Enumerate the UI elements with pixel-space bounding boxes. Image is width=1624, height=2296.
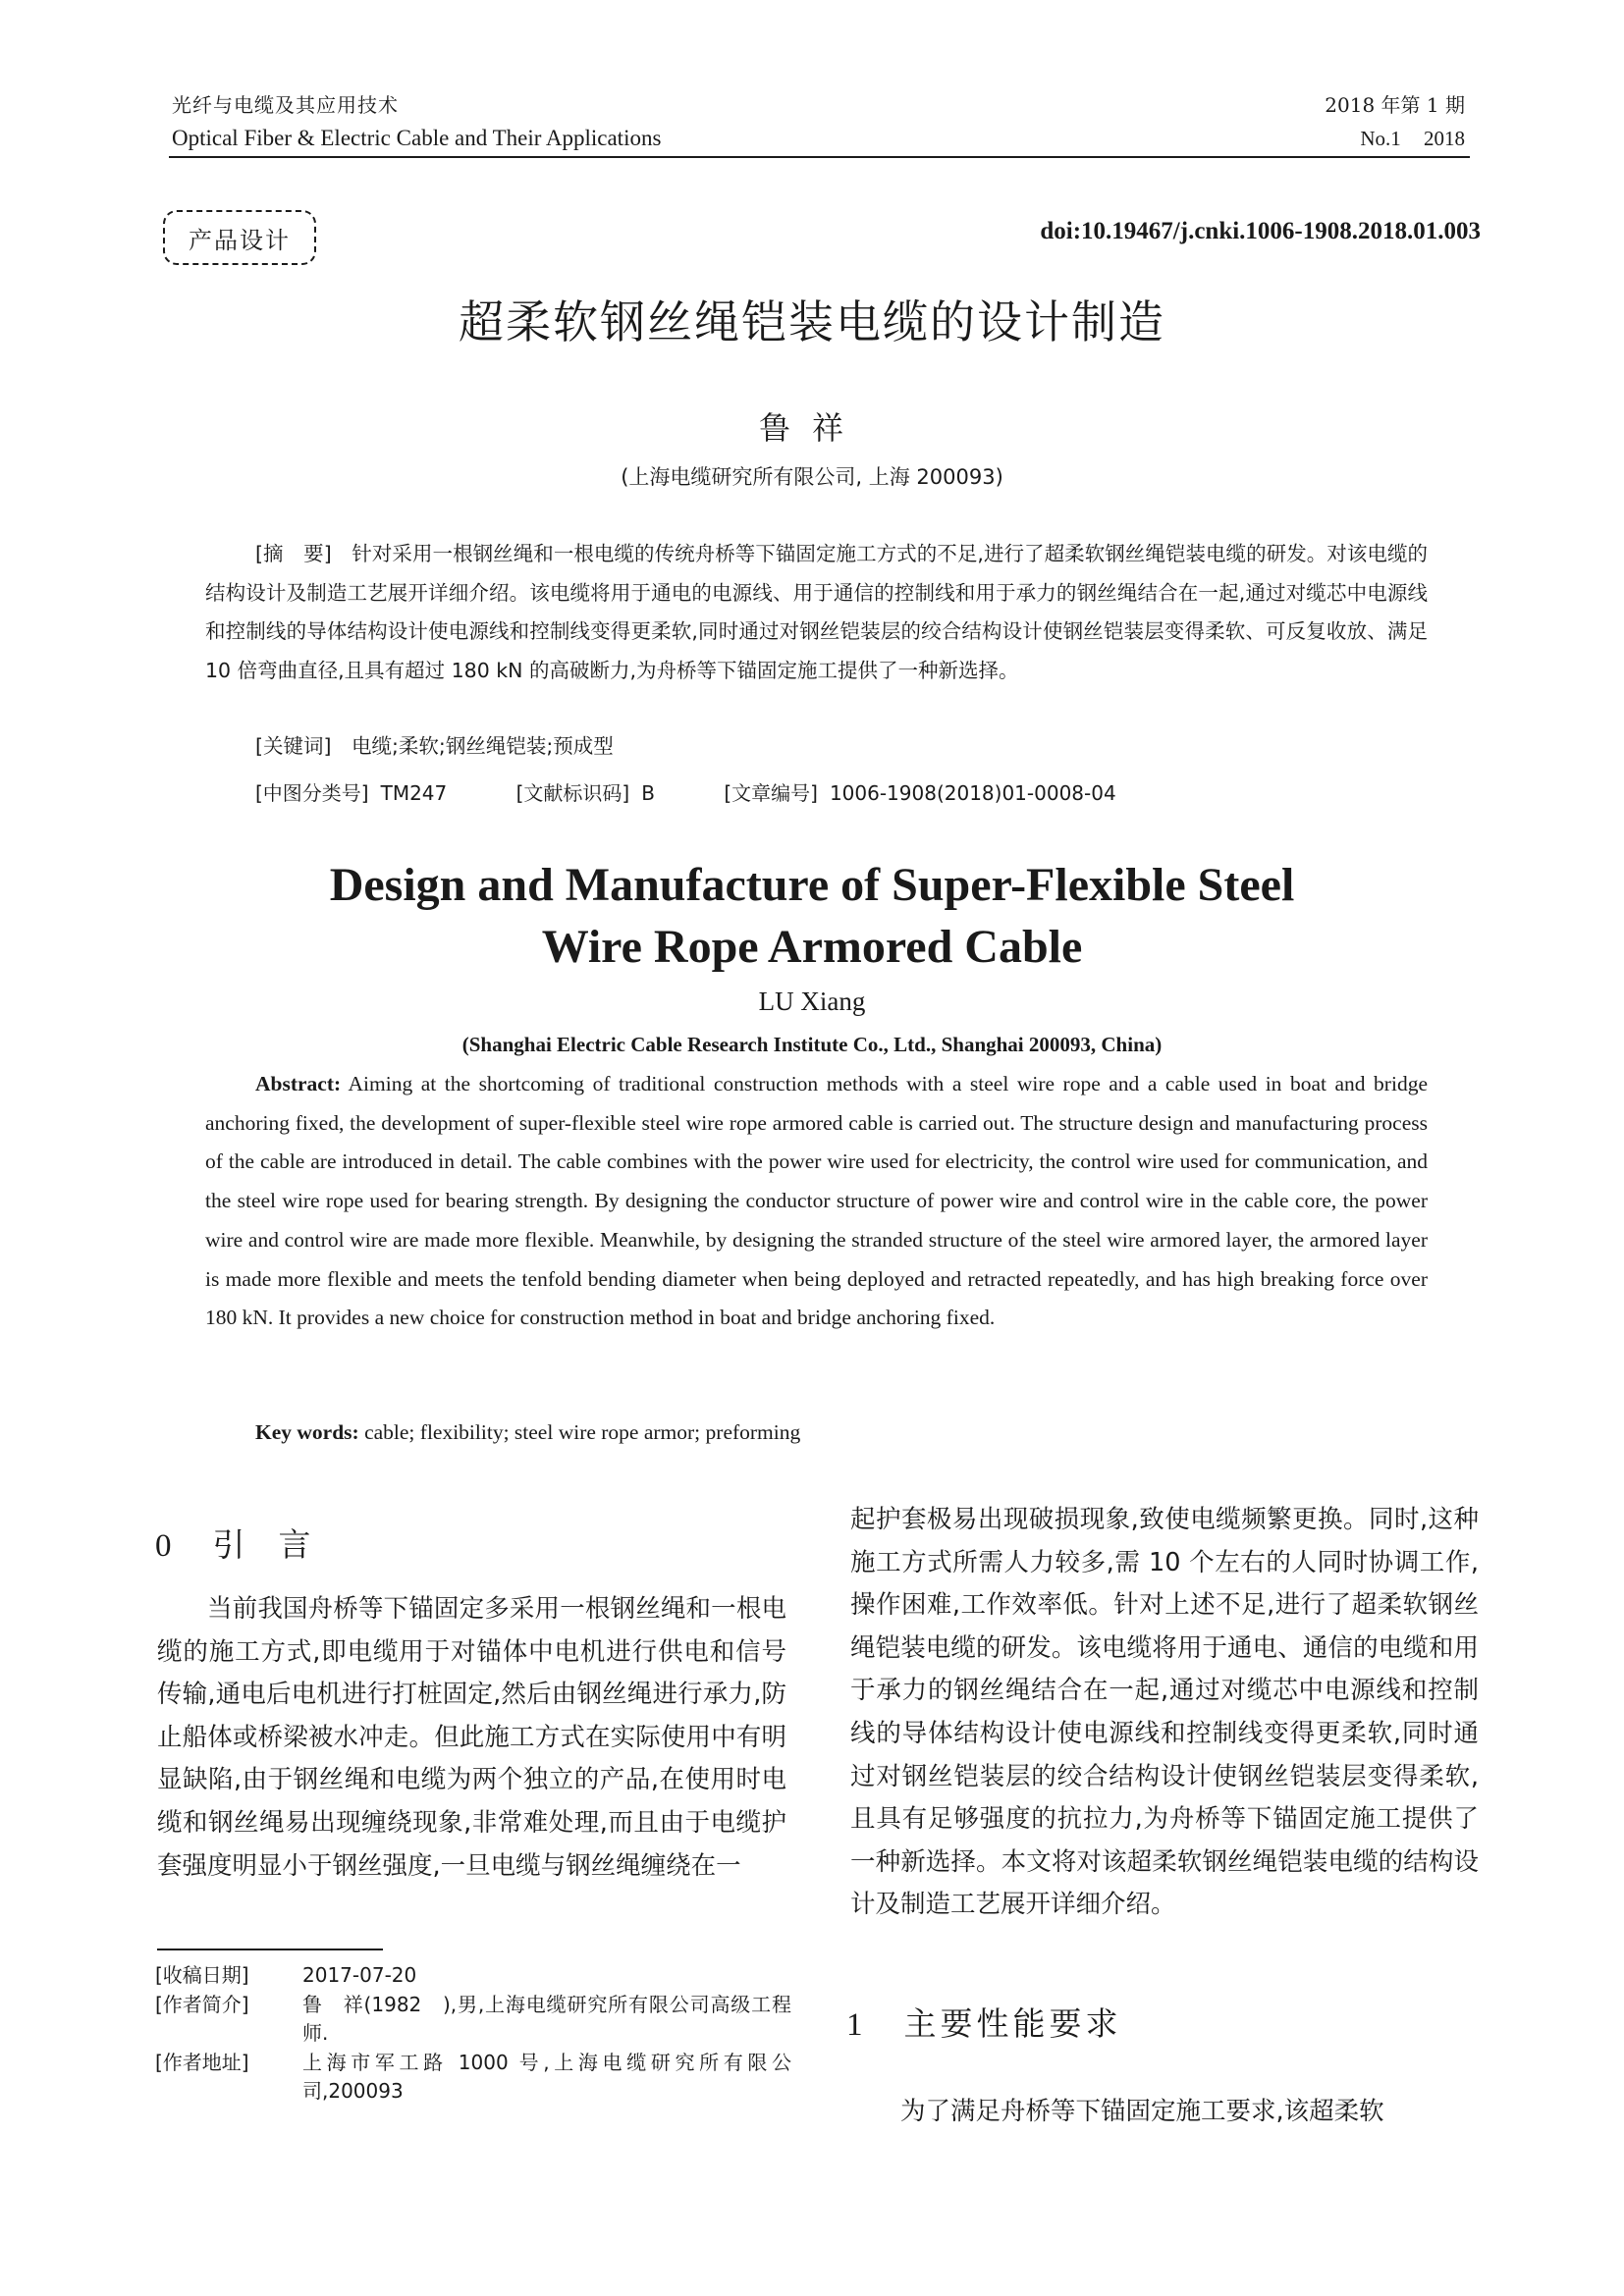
issue-info <box>1325 88 1465 155</box>
issue-cn: 2018 年第 1 期 <box>1325 93 1465 117</box>
section-1-column <box>850 2065 1479 2159</box>
section-0-left-column <box>157 1588 786 1888</box>
section-0-number: 0 <box>155 1528 176 1564</box>
journal-header <box>172 88 661 155</box>
article-no-label: [文章编号] <box>724 781 818 805</box>
section-tag: 产品设计 <box>163 210 316 265</box>
issue-en: No.1 2018 <box>1360 127 1465 150</box>
abstract-cn-label: [摘 要] <box>255 542 332 565</box>
classification <box>255 777 1128 806</box>
title-en <box>0 854 1624 978</box>
received-value: 2017-07-20 <box>302 1963 417 1987</box>
doc-code-value: B <box>641 781 655 805</box>
keywords-cn-label: [关键词] <box>255 734 332 758</box>
abstract-en <box>205 1065 1428 1338</box>
section-1-heading <box>846 1999 1122 2045</box>
address-value: 上海市军工路 1000 号,上海电缆研究所有限公司,200093 <box>302 2050 791 2103</box>
section-0-right-column <box>850 1499 1479 1927</box>
abstract-en-label: Abstract: <box>255 1072 342 1095</box>
footnote-received <box>155 1961 791 1991</box>
clc-value: TM247 <box>380 781 448 805</box>
article-no-value: 1006-1908(2018)01-0008-04 <box>829 781 1116 805</box>
section-0-paragraph: 当前我国舟桥等下锚固定多采用一根钢丝绳和一根电缆的施工方式,即电缆用于对锚体中电机进行供电和信号传输,通电后电机进行打桩固定,然后由钢丝绳进行承力,防止船体或桥梁被水冲走。但此施工方式在实际使用中有明显缺陷,由于钢丝绳和电缆为两个独立的产品,在使用时电缆和钢丝绳易出现缠绕现象,非常难处理,而且由于电缆护套强度明显小于钢丝强度,一旦电缆与钢丝绳缠绕在一 <box>157 1594 786 1881</box>
section-1-number: 1 <box>846 2007 867 2043</box>
section-0-title: 引言 <box>212 1525 345 1564</box>
author-bio-label: [作者简介] <box>155 1992 249 2016</box>
footnote-author <box>155 1991 791 2049</box>
section-1-title: 主要性能要求 <box>903 2004 1122 2043</box>
affiliation-en: (Shanghai Electric Cable Research Institute Co., Ltd., Shanghai 200093, China) <box>461 1033 1163 1056</box>
author-bio-value: 鲁 祥(1982 ),男,上海电缆研究所有限公司高级工程师. <box>302 1992 791 2045</box>
doi: doi:10.19467/j.cnki.1006-1908.2018.01.003 <box>1040 218 1481 244</box>
keywords-cn-text: 电缆;柔软;钢丝绳铠装;预成型 <box>352 734 614 758</box>
title-cn: 超柔软钢丝绳铠装电缆的设计制造 <box>459 295 1165 348</box>
author-en: LU Xiang <box>758 987 866 1016</box>
section-0-heading <box>155 1520 345 1566</box>
doc-code-label: [文献标识码] <box>515 781 630 805</box>
keywords-cn <box>255 729 614 759</box>
keywords-en-label: Key words: <box>255 1420 359 1444</box>
abstract-en-text: Aiming at the shortcoming of traditional construction methods with a steel wire rope and a cable used in boat and bridge anchoring fixed, the development of super-flexible steel wire rope armored cable is carried out. The structure design and manufacturing process of the cable are introduced in detail. The cable combines with the power wire used for electricity, the control wire used for communication, and the steel wire rope used for bearing strength. By designing the conductor structure of power wire and control wire in the cable core, the power wire and control wire are made more flexible. Meanwhile, by designing the stranded structure of the steel wire armored layer, the armored layer is made more flexible and meets the tenfold bending diameter when being deployed and retracted repeatedly, and has high breaking force over 180 kN. It provides a new choice for construction method in boat and bridge anchoring fixed. <box>205 1072 1428 1330</box>
section-1-paragraph: 为了满足舟桥等下锚固定施工要求,该超柔软 <box>900 2096 1384 2126</box>
section-0-paragraph-continued: 起护套极易出现破损现象,致使电缆频繁更换。同时,这种施工方式所需人力较多,需 10 个左右的人同时协调工作,操作困难,工作效率低。针对上述不足,进行了超柔软钢丝绳铠装电缆的研发。该电缆将用于通电、通信的电缆和用于承力的钢丝绳结合在一起,通过对缆芯中电源线和控制线的导体结构设计使电源线和控制线变得更柔软,同时通过对钢丝铠装层的绞合结构设计使钢丝铠装层变得柔软,且具有足够强度的抗拉力,为舟桥等下锚固定施工提供了一种新选择。本文将对该超柔软钢丝绳铠装电缆的结构设计及制造工艺展开详细介绍。 <box>850 1505 1479 1920</box>
clc-label: [中图分类号] <box>255 781 369 805</box>
abstract-cn <box>205 535 1428 690</box>
affiliation-cn: (上海电缆研究所有限公司, 上海 200093) <box>621 465 1003 489</box>
journal-name-cn: 光纤与电缆及其应用技术 <box>172 93 399 117</box>
footnote <box>155 1961 791 2107</box>
footnote-rule <box>157 1949 383 1950</box>
header-rule <box>169 156 1470 158</box>
author-cn: 鲁祥 <box>758 409 865 447</box>
keywords-en <box>255 1420 800 1445</box>
footnote-address <box>155 2049 791 2107</box>
abstract-cn-text: 针对采用一根钢丝绳和一根电缆的传统舟桥等下锚固定施工方式的不足,进行了超柔软钢丝绳铠装电缆的研发。对该电缆的结构设计及制造工艺展开详细介绍。该电缆将用于通电的电源线、用于通信的控制线和用于承力的钢丝绳结合在一起,通过对缆芯中电源线和控制线的导体结构设计使电源线和控制线变得更柔软,同时通过对钢丝铠装层的绞合结构设计使钢丝铠装层变得柔软、可反复收放、满足 10 倍弯曲直径,且具有超过 180 kN 的高破断力,为舟桥等下锚固定施工提供了一种新选择。 <box>205 542 1429 682</box>
title-en-line1: Design and Manufacture of Super-Flexible Steel <box>329 859 1295 911</box>
received-label: [收稿日期] <box>155 1963 249 1987</box>
address-label: [作者地址] <box>155 2050 249 2074</box>
keywords-en-text: cable; flexibility; steel wire rope armor; preforming <box>364 1420 801 1444</box>
title-en-line2: Wire Rope Armored Cable <box>541 921 1083 973</box>
journal-name-en: Optical Fiber & Electric Cable and Their Applications <box>172 126 662 150</box>
